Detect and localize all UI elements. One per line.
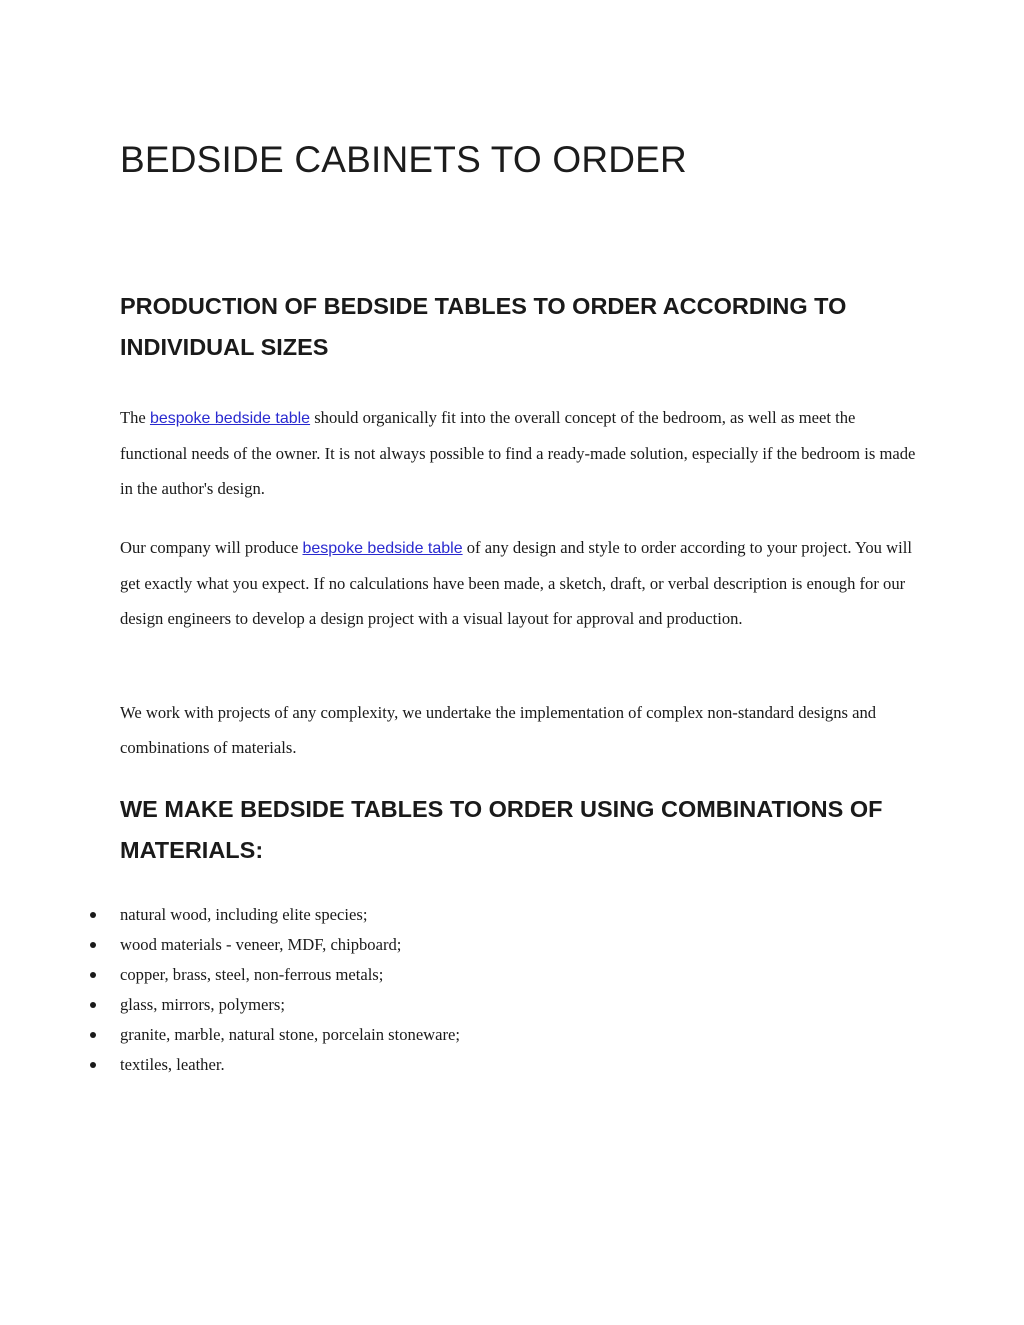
bullet-icon [90, 972, 96, 978]
bespoke-bedside-table-link-2[interactable]: bespoke bedside table [302, 540, 463, 557]
list-item-text: copper, brass, steel, non-ferrous metals; [120, 965, 384, 984]
section-heading-materials: WE MAKE BEDSIDE TABLES TO ORDER USING COMBINATIONS OF MATERIALS: [120, 796, 883, 863]
list-item [0, 900, 460, 930]
section-heading-production: PRODUCTION OF BEDSIDE TABLES TO ORDER ACCORDING TO INDIVIDUAL SIZES [120, 293, 847, 360]
bullet-icon [90, 1002, 96, 1008]
bullet-icon [90, 1032, 96, 1038]
paragraph-company-text-end: of any design and style to order according to your project. You will get exactly what you expect. If no calculations have been made, a sketch, draft, or verbal description is enough for our design engineers to develop a design project with a visual layout for approval and production. [120, 538, 912, 628]
paragraph-intro-text-end: should organically fit into the overall concept of the bedroom, as well as meet the functional needs of the owner. It is not always possible to find a ready-made solution, especially if the bedroom is made in the author's design. [120, 408, 916, 498]
bespoke-bedside-table-link[interactable]: bespoke bedside table [149, 410, 311, 427]
bullet-icon [90, 912, 96, 918]
paragraph-company [120, 530, 920, 636]
paragraph-intro [120, 400, 920, 506]
paragraph-complexity: We work with projects of any complexity, we undertake the implementation of complex non-standard designs and combinations of materials. [120, 703, 877, 757]
list-item [0, 930, 460, 960]
list-item [0, 1020, 460, 1050]
materials-list [0, 900, 460, 1080]
list-item-text: textiles, leather. [120, 1055, 225, 1074]
list-item-text: granite, marble, natural stone, porcelain stoneware; [120, 1025, 461, 1044]
paragraph-intro-text-start: The [120, 408, 150, 427]
list-item-text: glass, mirrors, polymers; [120, 995, 285, 1014]
list-item [0, 990, 460, 1020]
list-item-text: natural wood, including elite species; [120, 905, 368, 924]
paragraph-company-text-start: Our company will produce [120, 538, 303, 557]
list-item [0, 1050, 460, 1080]
list-item-text: wood materials - veneer, MDF, chipboard; [120, 935, 402, 954]
bullet-icon [90, 1062, 96, 1068]
page-title: BEDSIDE CABINETS TO ORDER [120, 139, 687, 180]
bullet-icon [90, 942, 96, 948]
list-item [0, 960, 460, 990]
